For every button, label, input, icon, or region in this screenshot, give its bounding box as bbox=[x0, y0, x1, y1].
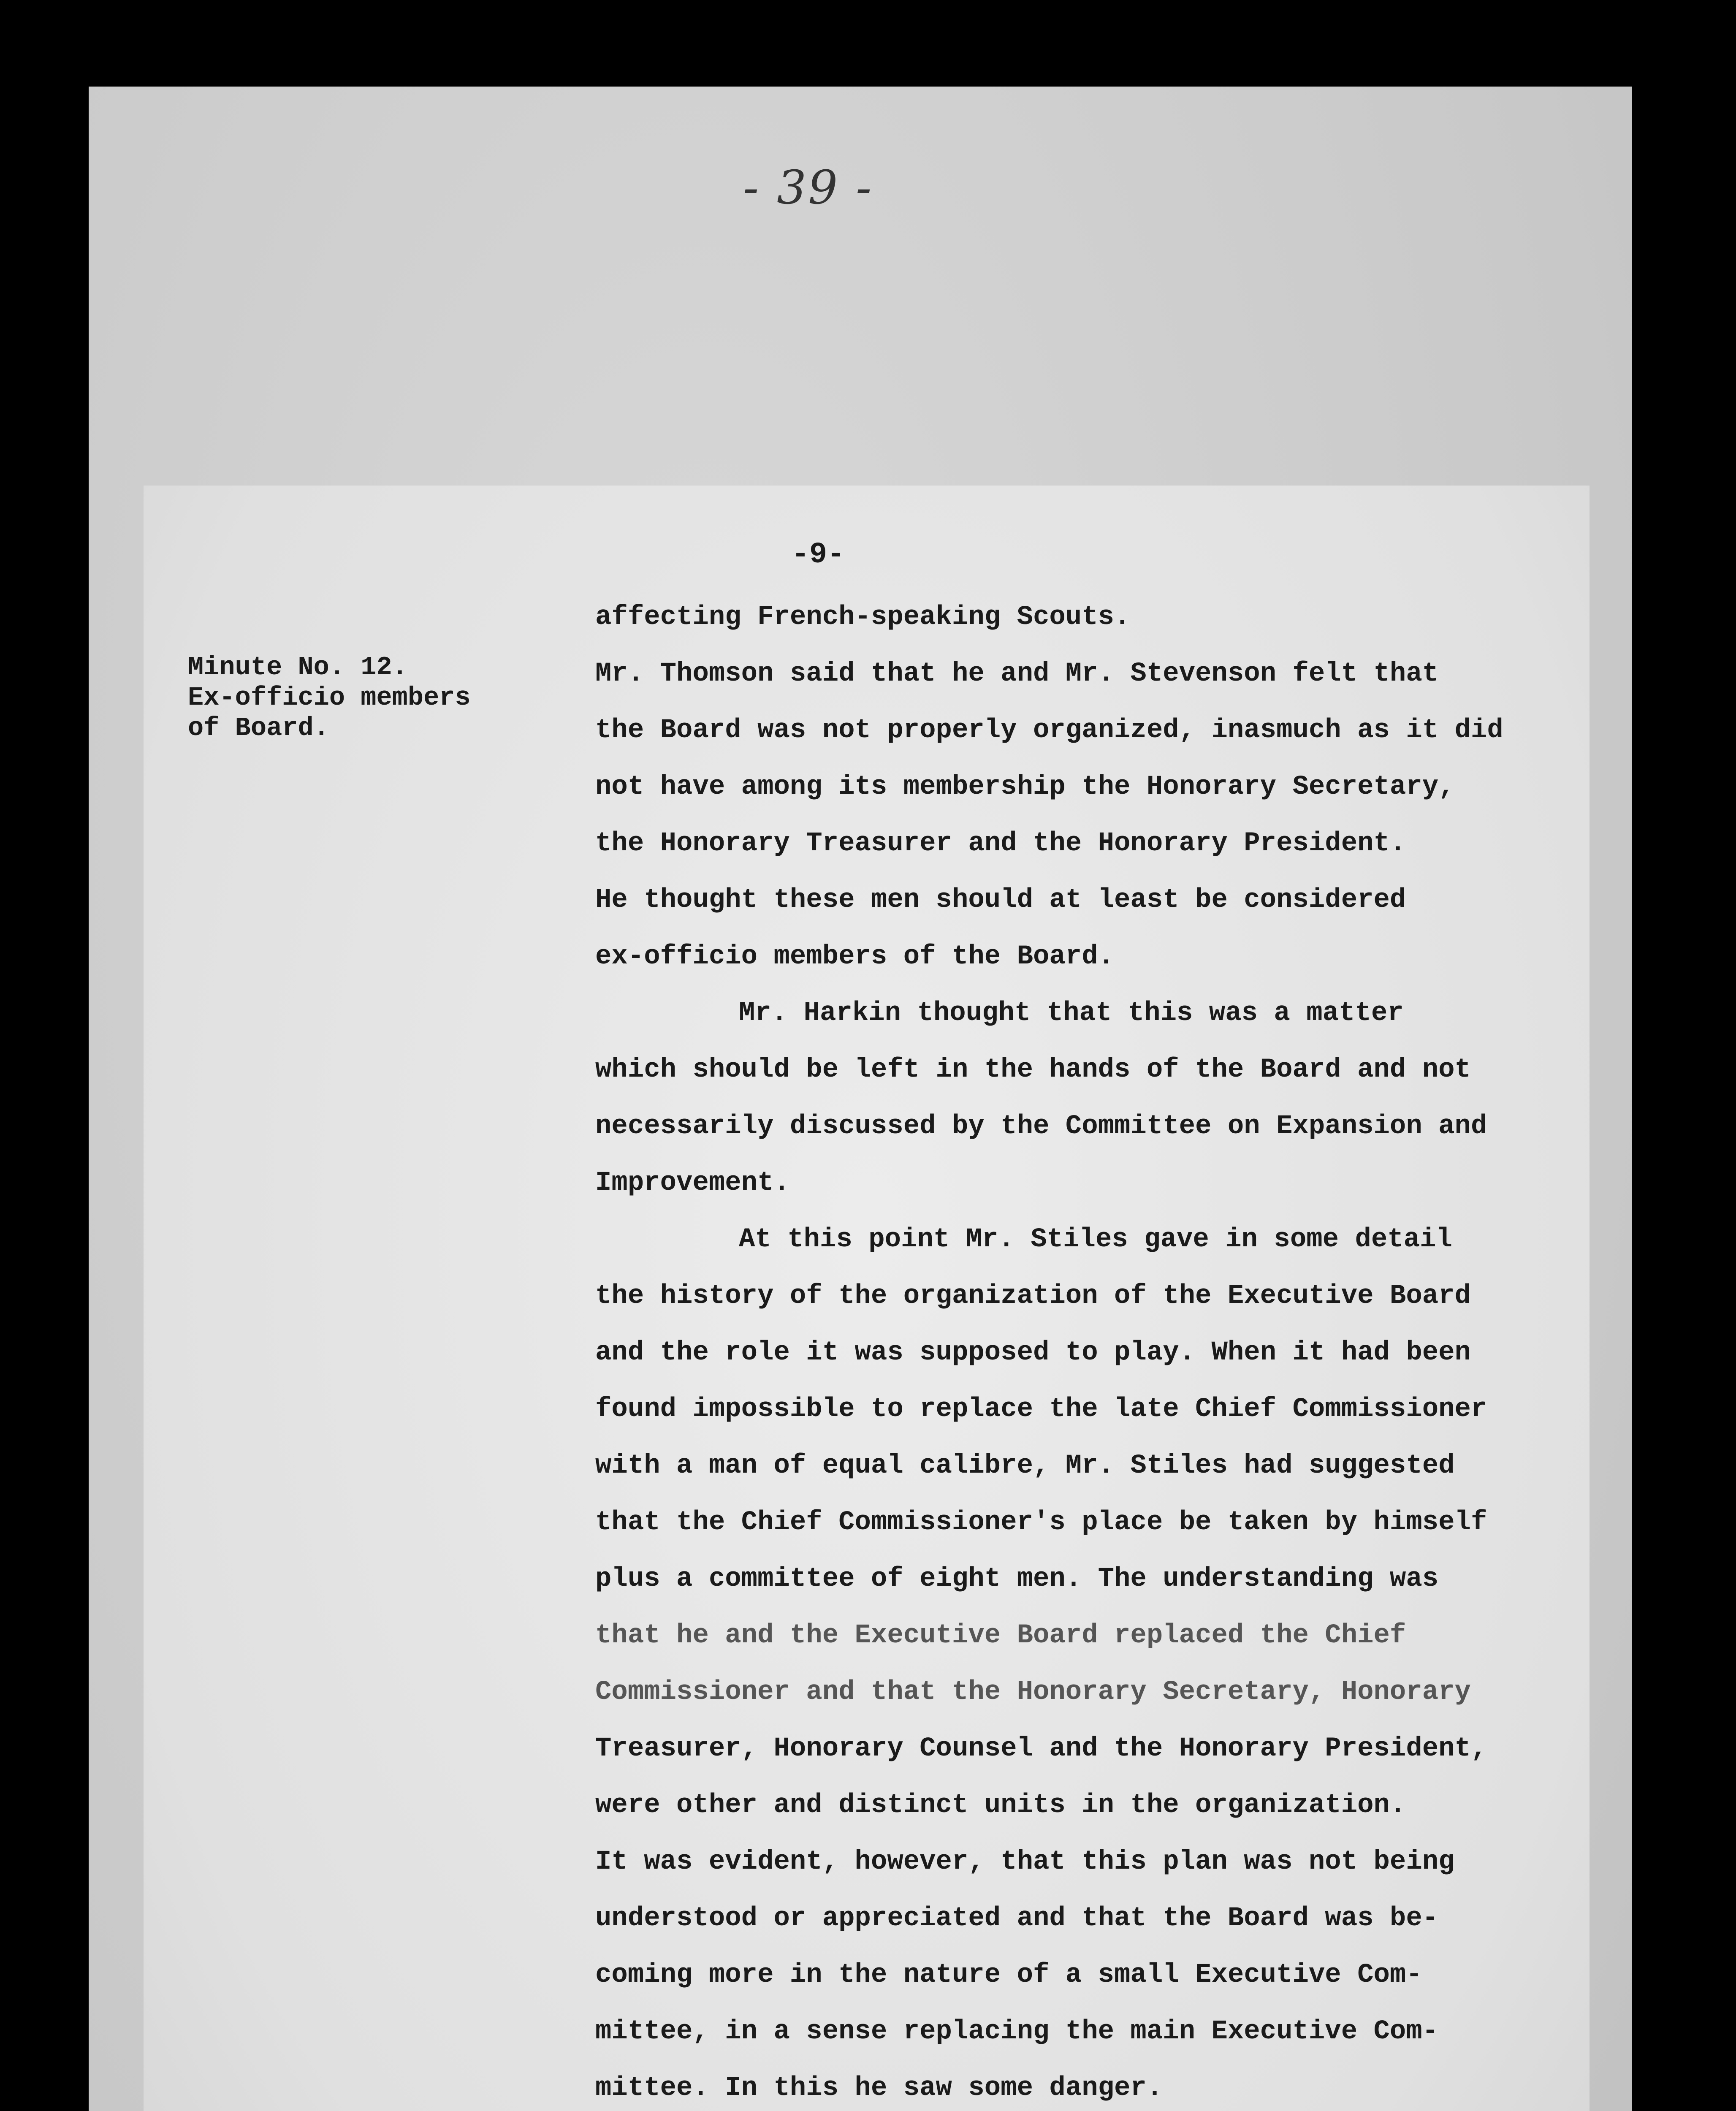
text-line: At this point Mr. Stiles gave in some detail bbox=[739, 1224, 1452, 1255]
handwritten-page-number: - 39 - bbox=[743, 160, 873, 214]
text-line: with a man of equal calibre, Mr. Stiles had suggested bbox=[595, 1451, 1455, 1481]
text-line: the history of the organization of the Executive Board bbox=[595, 1281, 1471, 1311]
text-line: necessarily discussed by the Committee on Expansion and bbox=[595, 1111, 1487, 1142]
text-line: coming more in the nature of a small Executive Com- bbox=[595, 1960, 1422, 1990]
text-line: which should be left in the hands of the Board and not bbox=[595, 1055, 1471, 1085]
text-line: He thought these men should at least be considered bbox=[595, 885, 1406, 915]
text-line: Mr. Thomson said that he and Mr. Stevenson felt that bbox=[595, 659, 1439, 689]
text-line: not have among its membership the Honorary Secretary, bbox=[595, 772, 1455, 802]
text-line: were other and distinct units in the organization. bbox=[595, 1790, 1406, 1821]
text-line: mittee. In this he saw some danger. bbox=[595, 2073, 1163, 2103]
text-line: Treasurer, Honorary Counsel and the Honorary President, bbox=[595, 1734, 1487, 1764]
text-line: Commissioner and that the Honorary Secretary, Honorary bbox=[595, 1677, 1471, 1707]
text-line: ex-officio members of the Board. bbox=[595, 942, 1114, 972]
body-text bbox=[595, 589, 1571, 2111]
text-line: Mr. Harkin thought that this was a matter bbox=[739, 998, 1404, 1028]
text-line: Improvement. bbox=[595, 1168, 790, 1198]
text-line: It was evident, however, that this plan was not being bbox=[595, 1847, 1455, 1877]
text-line: and the role it was supposed to play. When it had been bbox=[595, 1338, 1471, 1368]
margin-note: Minute No. 12. Ex-officio members of Board. bbox=[188, 652, 471, 743]
text-line: understood or appreciated and that the Board was be- bbox=[595, 1903, 1439, 1934]
text-line: the Board was not properly organized, inasmuch as it did bbox=[595, 715, 1503, 746]
text-line: that he and the Executive Board replaced the Chief bbox=[595, 1620, 1406, 1651]
text-line: found impossible to replace the late Chief Commissioner bbox=[595, 1394, 1487, 1425]
text-line: affecting French-speaking Scouts. bbox=[595, 602, 1131, 632]
text-line: mittee, in a sense replacing the main Executive Com- bbox=[595, 2016, 1439, 2047]
page-number: -9- bbox=[792, 538, 845, 572]
text-line: the Honorary Treasurer and the Honorary President. bbox=[595, 828, 1406, 859]
text-line: that the Chief Commissioner's place be taken by himself bbox=[595, 1507, 1487, 1538]
text-line: plus a committee of eight men. The understanding was bbox=[595, 1564, 1439, 1594]
